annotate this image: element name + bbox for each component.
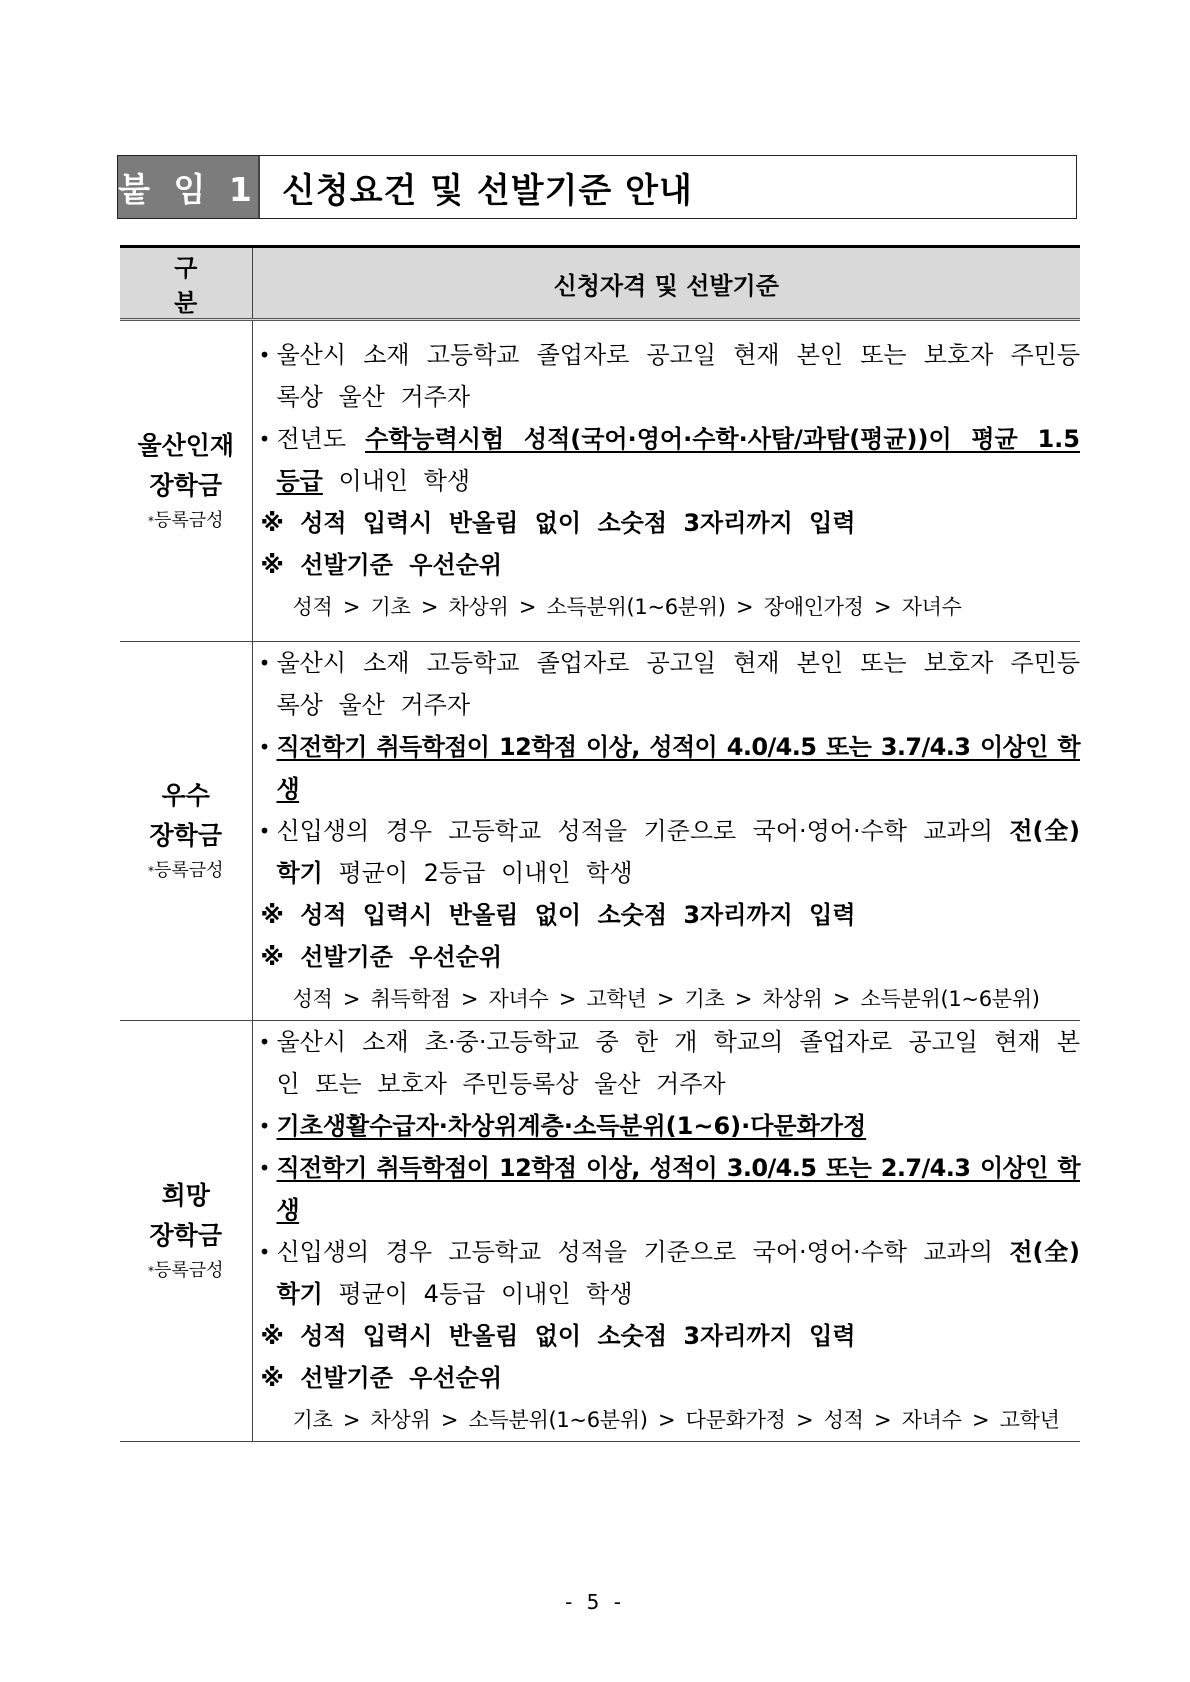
attachment-title-box bbox=[117, 155, 1077, 219]
note-rounding: ※ 성적 입력시 반올림 없이 소숫점 3자리까지 입력 bbox=[260, 1322, 856, 1350]
list-item: • 울산시 소재 고등학교 졸업자로 공고일 현재 본인 또는 보호자 주민등록상 울산 거주자 bbox=[253, 642, 1081, 726]
criteria-cell bbox=[252, 642, 1080, 1021]
scholarship-type-note: *등록금성 bbox=[147, 1260, 224, 1281]
priority-order: 성적 > 취득학점 > 자녀수 > 고학년 > 기초 > 차상위 > 소득분위(1~6분위) bbox=[292, 987, 1040, 1011]
bullet-icon: • bbox=[258, 427, 271, 451]
list-item: • 신입생의 경우 고등학교 성적을 기준으로 국어·영어·수학 교과의 전(全)학기 평균이 4등급 이내인 학생 bbox=[253, 1231, 1081, 1315]
bullet-icon: • bbox=[258, 819, 271, 843]
table-header-row bbox=[120, 247, 1080, 320]
scholarship-type-note: *등록금성 bbox=[147, 510, 224, 531]
note-priority: ※ 선발기준 우선순위 bbox=[260, 1364, 503, 1392]
list-item: • 기초생활수급자·차상위계층·소득분위(1~6)·다문화가정 bbox=[253, 1105, 1081, 1147]
priority-order: 성적 > 기초 > 차상위 > 소득분위(1~6분위) > 장애인가정 > 자녀수 bbox=[292, 595, 962, 619]
scholarship-name: 우수 bbox=[161, 781, 210, 810]
scholarship-name-suffix: 장학금 bbox=[149, 1221, 222, 1250]
note-rounding: ※ 성적 입력시 반올림 없이 소숫점 3자리까지 입력 bbox=[260, 509, 856, 537]
table-row bbox=[120, 642, 1080, 1021]
bullet-icon: • bbox=[258, 735, 271, 759]
header-category: 구 분 bbox=[120, 247, 252, 320]
scholarship-category bbox=[120, 320, 252, 642]
bullet-icon: • bbox=[258, 343, 271, 367]
note-priority: ※ 선발기준 우선순위 bbox=[260, 551, 503, 579]
criteria-cell bbox=[252, 320, 1080, 642]
bullet-icon: • bbox=[258, 1240, 271, 1264]
scholarship-name: 희망 bbox=[161, 1181, 210, 1210]
scholarship-type-note: *등록금성 bbox=[147, 860, 224, 881]
scholarship-name-suffix: 장학금 bbox=[149, 821, 222, 850]
scholarship-category bbox=[120, 642, 252, 1021]
attachment-tag: 붙 임 1 bbox=[118, 156, 260, 218]
page-title: 신청요건 및 선발기준 안내 bbox=[282, 170, 693, 211]
list-item: • 신입생의 경우 고등학교 성적을 기준으로 국어·영어·수학 교과의 전(全)학기 평균이 2등급 이내인 학생 bbox=[253, 810, 1081, 894]
list-item: • 직전학기 취득학점이 12학점 이상, 성적이 4.0/4.5 또는 3.7/4.3 이상인 학생 bbox=[253, 726, 1081, 810]
list-item: • 직전학기 취득학점이 12학점 이상, 성적이 3.0/4.5 또는 2.7/4.3 이상인 학생 bbox=[253, 1147, 1081, 1231]
table-row bbox=[120, 320, 1080, 642]
scholarship-category bbox=[120, 1021, 252, 1442]
list-item: • 울산시 소재 고등학교 졸업자로 공고일 현재 본인 또는 보호자 주민등록상 울산 거주자 bbox=[253, 334, 1081, 418]
note-rounding: ※ 성적 입력시 반올림 없이 소숫점 3자리까지 입력 bbox=[260, 901, 856, 929]
list-item: • 전년도 수학능력시험 성적(국어·영어·수학·사탐/과탐(평균))이 평균 1.5등급 이내인 학생 bbox=[253, 418, 1081, 502]
scholarship-name: 울산인재 bbox=[137, 431, 235, 460]
priority-order: 기초 > 차상위 > 소득분위(1~6분위) > 다문화가정 > 성적 > 자녀수 > 고학년 bbox=[292, 1408, 1060, 1432]
bullet-icon: • bbox=[258, 1114, 271, 1138]
header-criteria: 신청자격 및 선발기준 bbox=[252, 247, 1080, 320]
list-item: • 울산시 소재 초·중·고등학교 중 한 개 학교의 졸업자로 공고일 현재 본인 또는 보호자 주민등록상 울산 거주자 bbox=[253, 1021, 1081, 1105]
scholarship-name-suffix: 장학금 bbox=[149, 471, 222, 500]
criteria-cell bbox=[252, 1021, 1080, 1442]
table-row bbox=[120, 1021, 1080, 1442]
page-number: - 5 - bbox=[565, 1590, 625, 1614]
bullet-icon: • bbox=[258, 1030, 271, 1054]
note-priority: ※ 선발기준 우선순위 bbox=[260, 943, 503, 971]
bullet-icon: • bbox=[258, 1156, 271, 1180]
criteria-table bbox=[120, 245, 1080, 1442]
bullet-icon: • bbox=[258, 651, 271, 675]
